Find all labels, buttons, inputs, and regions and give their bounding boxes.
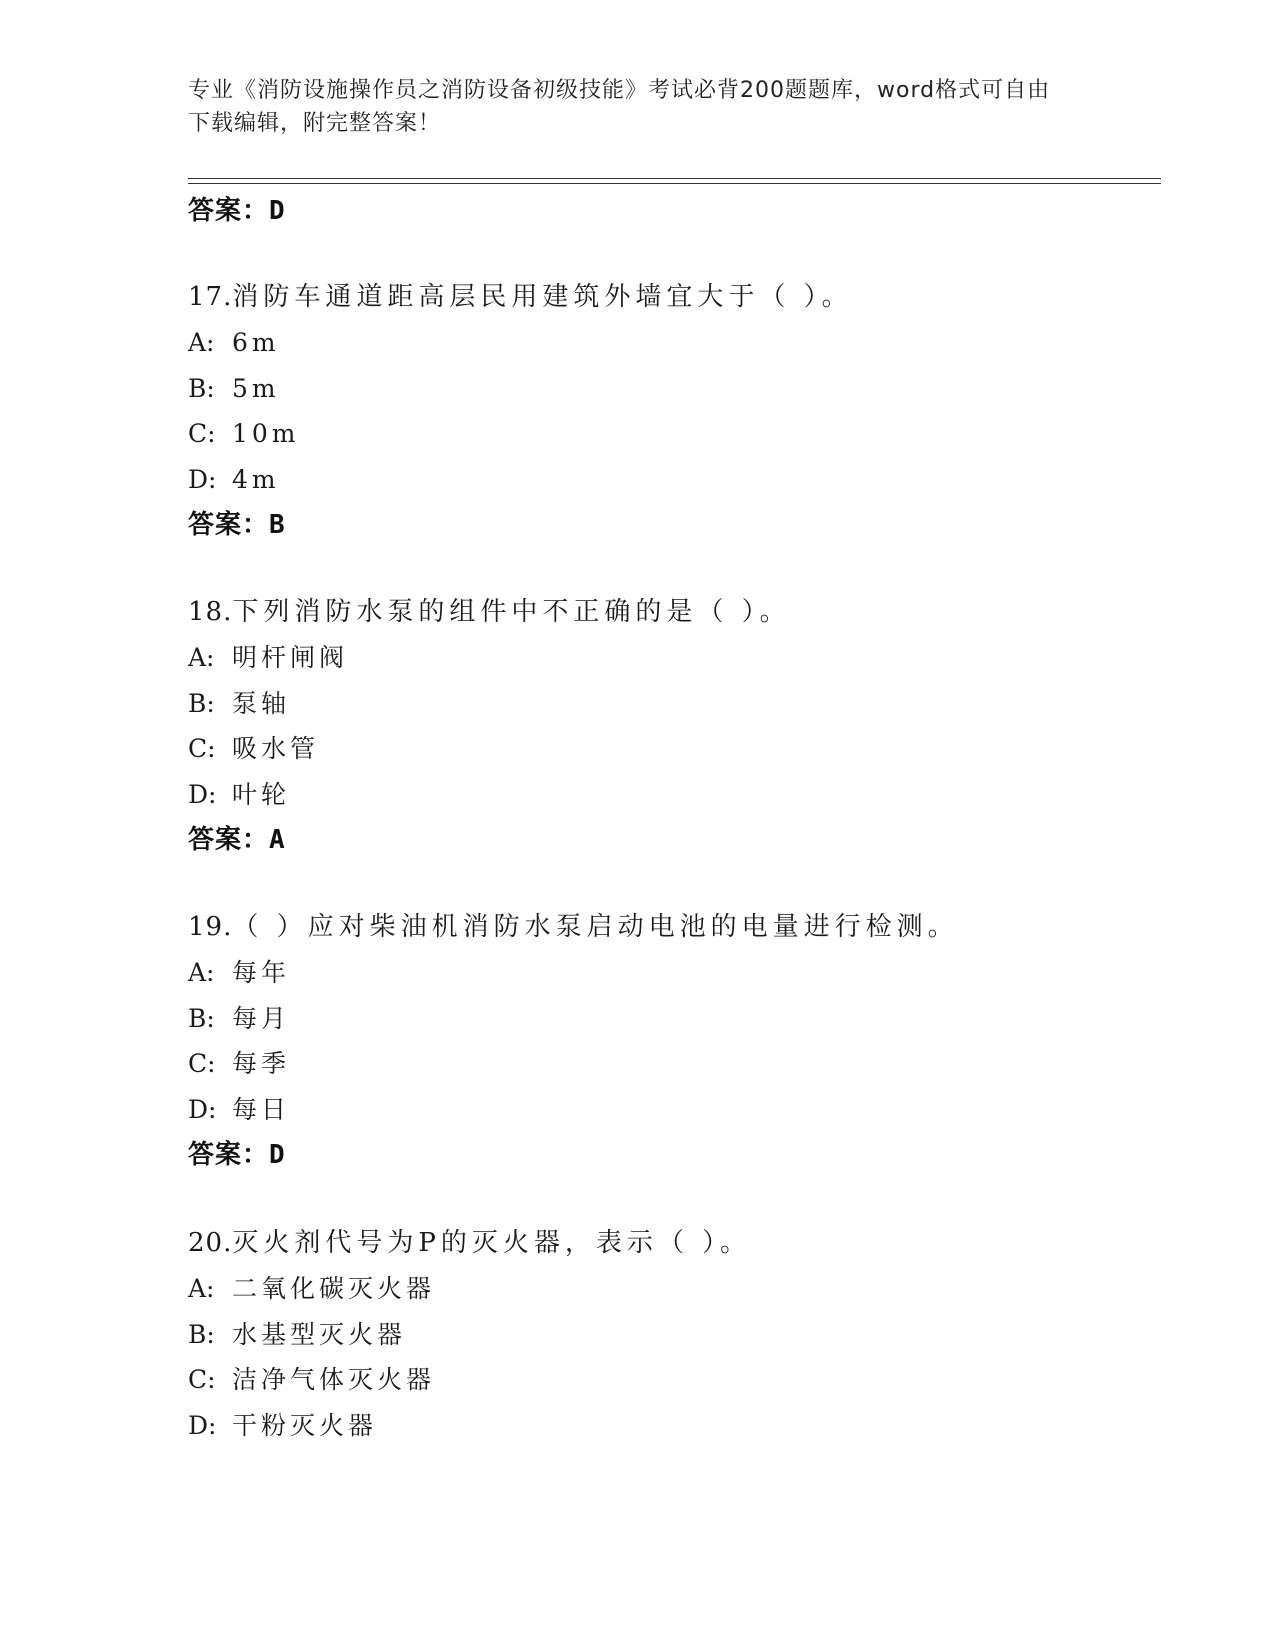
header-divider-top [188,178,1161,179]
option-key: D: [188,464,217,494]
option-c [188,1357,1148,1403]
option-c [188,726,1148,772]
option-key: A: [188,1274,215,1303]
option-text: 干粉灭火器 [232,1410,378,1440]
answer-label: 答案： [188,825,270,855]
option-a [188,320,1148,366]
answer-line [188,817,1148,863]
question-text: （ ）应对柴油机消防水泵启动电池的电量进行检测。 [232,912,959,942]
answer-line [188,1132,1148,1178]
option-text: 每日 [232,1094,291,1124]
option-key: B: [188,1003,215,1033]
option-text: 叶轮 [232,779,291,809]
option-key: C: [188,419,216,448]
option-text: 洁净气体灭火器 [232,1365,436,1394]
document-header: 专业《消防设施操作员之消防设备初级技能》考试必背200题题库，word格式可自由下载编辑，附完整答案！ [188,78,1051,136]
question-stem [188,1221,1148,1266]
option-d [188,1087,1148,1133]
question-number: 17. [188,282,233,312]
answer-value: B [269,510,286,540]
option-key: A: [188,958,215,987]
question-stem [188,905,1148,950]
option-text: 泵轴 [232,688,291,718]
answer-value: D [269,1140,286,1170]
option-text: 4m [232,464,280,494]
answer-label: 答案： [188,1140,270,1170]
question-number: 20. [188,1228,233,1258]
option-d [188,772,1148,818]
option-key: D: [188,1094,217,1124]
question-stem [188,590,1148,635]
option-key: D: [188,1410,217,1440]
option-key: D: [188,779,217,809]
option-b [188,681,1148,727]
question-number: 19. [188,912,233,942]
question-20 [188,1221,1148,1448]
header-divider-bottom [188,183,1161,184]
option-b [188,1312,1148,1358]
option-text: 每年 [232,958,291,987]
question-19 [188,905,1148,1178]
option-key: C: [188,1365,216,1394]
option-text: 明杆闸阀 [232,643,349,672]
question-stem [188,275,1148,320]
option-b [188,996,1148,1042]
answer-line [188,502,1148,548]
option-text: 水基型灭火器 [232,1319,407,1349]
option-a [188,635,1148,681]
option-key: B: [188,373,215,403]
answer-value: A [269,825,286,855]
option-d [188,457,1148,503]
option-a [188,950,1148,996]
answer-label: 答案： [188,196,270,226]
answer-label: 答案： [188,510,270,540]
option-text: 每月 [232,1003,291,1033]
option-a [188,1266,1148,1312]
option-text: 5m [232,373,280,403]
question-text: 消防车通道距高层民用建筑外墙宜大于（ ）。 [232,282,853,312]
option-c [188,1041,1148,1087]
question-text: 灭火剂代号为P的灭火器，表示（ ）。 [232,1228,752,1258]
option-key: A: [188,328,215,357]
option-key: A: [188,643,215,672]
option-d [188,1403,1148,1449]
option-key: C: [188,734,216,763]
option-text: 6m [232,328,280,357]
option-b [188,366,1148,412]
previous-answer [188,190,286,227]
question-text: 下列消防水泵的组件中不正确的是（ ）。 [232,597,791,627]
option-text: 吸水管 [232,734,320,763]
question-17 [188,275,1148,548]
option-key: B: [188,688,215,718]
question-18 [188,590,1148,863]
question-number: 18. [188,597,233,627]
option-text: 每季 [232,1049,291,1078]
option-c [188,411,1148,457]
answer-value: D [269,196,286,226]
option-key: B: [188,1319,215,1349]
option-text: 二氧化碳灭火器 [232,1274,436,1303]
option-text: 10m [232,419,300,448]
option-key: C: [188,1049,216,1078]
